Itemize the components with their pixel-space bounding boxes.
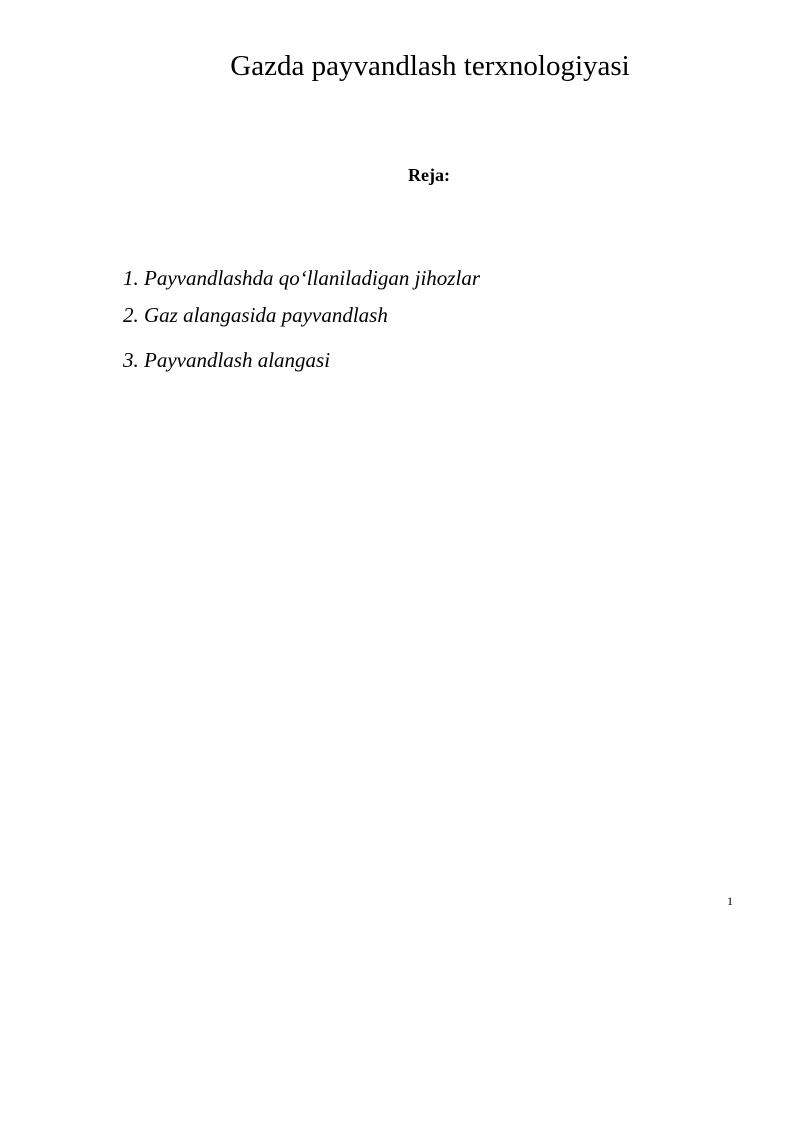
document-title: Gazda payvandlash terxnologiyasi	[230, 50, 630, 82]
plan-heading: Reja:	[408, 165, 450, 185]
page-number: 1	[727, 894, 733, 908]
plan-item: 1. Payvandlashda qo‘llaniladigan jihozlar	[123, 266, 480, 290]
plan-item: 3. Payvandlash alangasi	[123, 348, 331, 372]
plan-item: 2. Gaz alangasida payvandlash	[123, 303, 388, 327]
